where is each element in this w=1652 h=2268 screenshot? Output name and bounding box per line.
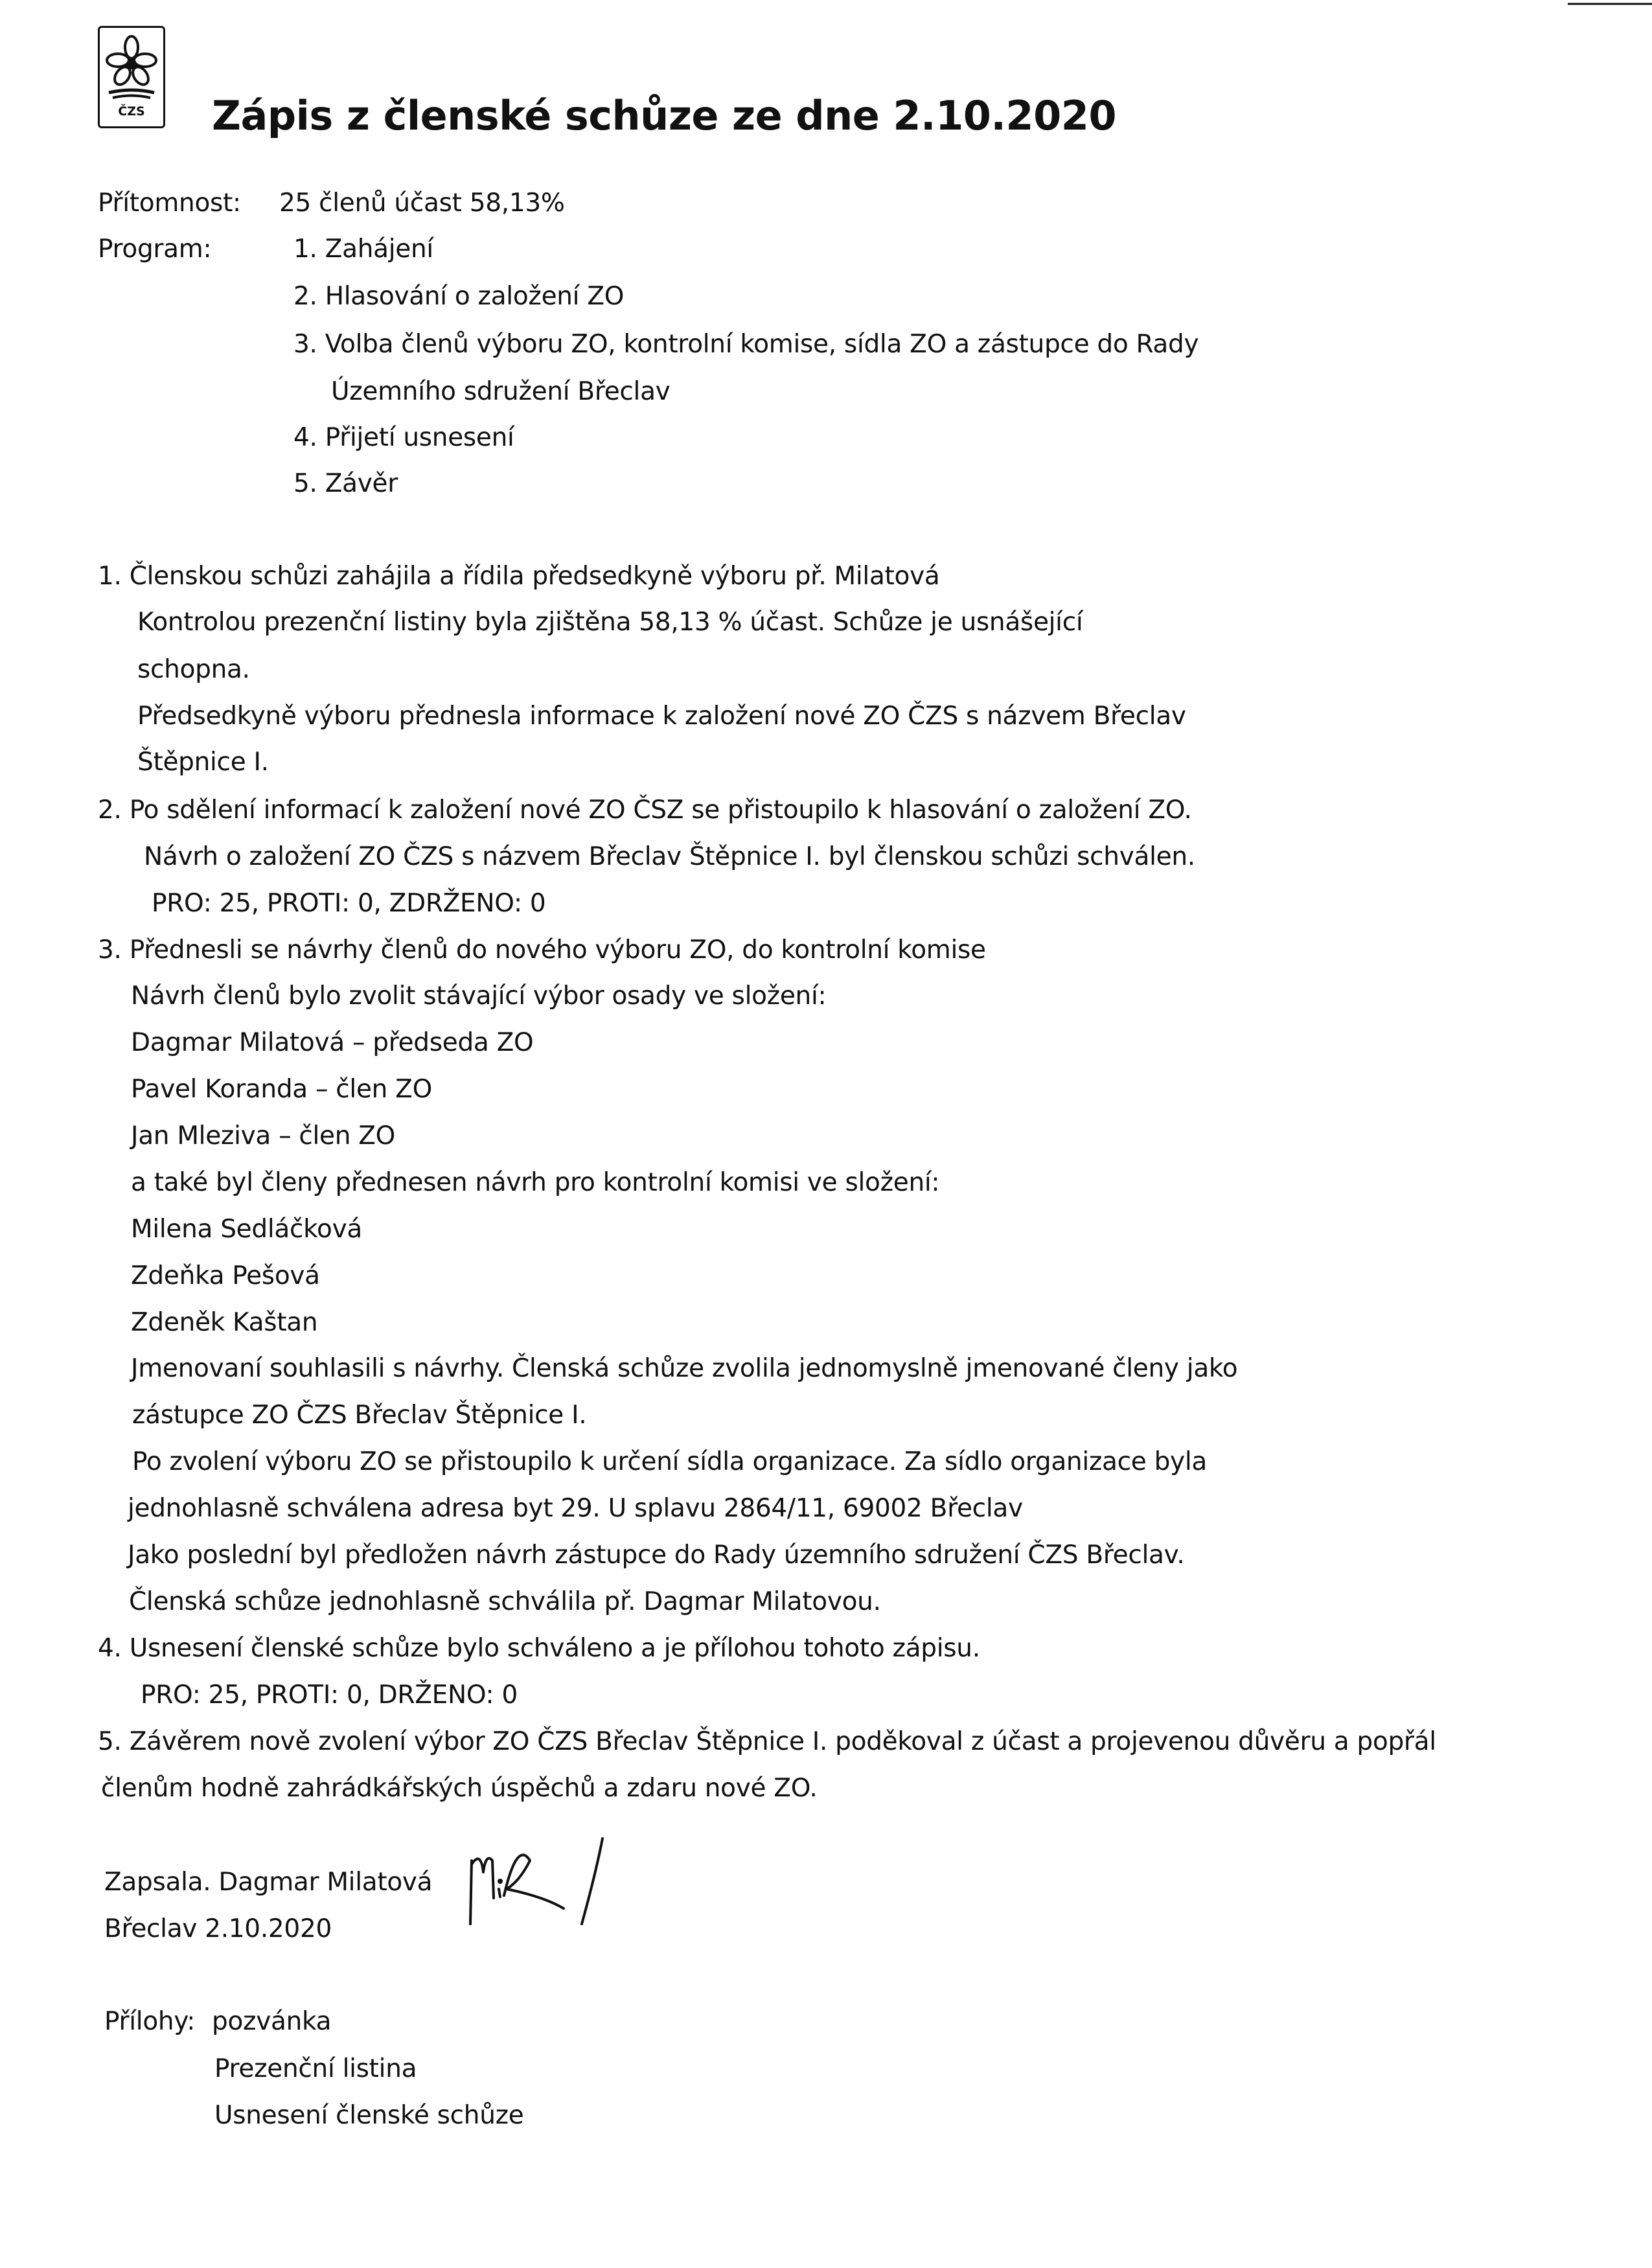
attachments-label: Přílohy: [104, 2007, 196, 2036]
text-line: schopna. [137, 655, 250, 684]
text-line: 1. Členskou schůzi zahájila a řídila předsedkyně výboru př. Milatová [98, 562, 940, 591]
text-line: Štěpnice I. [137, 748, 269, 777]
text-line: Předsedkyně výboru přednesla informace k založení nové ZO ČZS s názvem Břeclav [137, 702, 1186, 731]
text-line: Členská schůze jednohlasně schválila př. Dagmar Milatovou. [129, 1587, 881, 1616]
text-line: Návrh členů bylo zvolit stávající výbor osady ve složení: [131, 981, 827, 1011]
text-line: jednohlasně schválena adresa byt 29. U splavu 2864/11, 69002 Břeclav [128, 1494, 1023, 1523]
program-item: 1. Zahájení [293, 235, 433, 264]
member-name: Zdeněk Kaštan [131, 1308, 318, 1337]
place-date: Břeclav 2.10.2020 [104, 1914, 332, 1943]
recorded-by: Zapsala. Dagmar Milatová [104, 1868, 433, 1897]
attachment-item: Usnesení členské schůze [214, 2101, 524, 2130]
program-item: 4. Přijetí usnesení [293, 423, 514, 452]
program-item: 3. Volba členů výboru ZO, kontrolní komise, sídla ZO a zástupce do Rady [293, 330, 1199, 359]
vote-result: PRO: 25, PROTI: 0, ZDRŽENO: 0 [152, 889, 546, 918]
program-item: Územního sdružení Břeclav [331, 377, 671, 406]
program-item: 2. Hlasování o založení ZO [293, 282, 625, 311]
text-line: Návrh o založení ZO ČZS s názvem Břeclav Štěpnice I. byl členskou schůzi schválen. [144, 842, 1195, 871]
program-item: 5. Závěr [293, 469, 398, 498]
text-line: 4. Usnesení členské schůze bylo schváleno a je přílohou tohoto zápisu. [98, 1634, 980, 1663]
text-line: Jako poslední byl předložen návrh zástupce do Rady územního sdružení ČZS Břeclav. [128, 1541, 1185, 1570]
member-name: Dagmar Milatová – předseda ZO [131, 1028, 534, 1057]
vote-result: PRO: 25, PROTI: 0, DRŽENO: 0 [141, 1680, 518, 1710]
text-line: členům hodně zahrádkářských úspěchů a zdaru nové ZO. [101, 1774, 818, 1803]
document-title: Zápis z členské schůze ze dne 2.10.2020 [212, 92, 1116, 139]
attendance-label: Přítomnost: [98, 189, 241, 218]
text-line: 3. Přednesli se návrhy členů do nového výboru ZO, do kontrolní komise [98, 935, 986, 965]
text-line: 2. Po sdělení informací k založení nové ZO ČSZ se přistoupilo k hlasování o založení ZO. [98, 796, 1192, 825]
text-line: a také byl členy přednesen návrh pro kontrolní komisi ve složení: [131, 1168, 940, 1197]
scan-edge-mark [1568, 0, 1652, 8]
attachment-item: Prezenční listina [214, 2054, 417, 2083]
text-line: Kontrolou prezenční listiny byla zjištěna 58,13 % účast. Schůze je usnášející [137, 608, 1083, 637]
member-name: Milena Sedláčková [131, 1215, 362, 1244]
text-line: Po zvolení výboru ZO se přistoupilo k určení sídla organizace. Za sídlo organizace byla [132, 1447, 1207, 1476]
logo-text: ČZS [118, 104, 145, 119]
attachment-item: pozvánka [212, 2007, 332, 2036]
member-name: Pavel Koranda – člen ZO [131, 1075, 432, 1104]
text-line: zástupce ZO ČZS Břeclav Štěpnice I. [132, 1401, 587, 1430]
text-line: Jmenovaní souhlasili s návrhy. Členská schůze zvolila jednomyslně jmenované členy jako [131, 1354, 1238, 1383]
member-name: Jan Mleziva – člen ZO [131, 1121, 396, 1151]
attendance-value: 25 členů účast 58,13% [279, 189, 565, 218]
czs-logo [98, 26, 165, 128]
text-line: 5. Závěrem nově zvolení výbor ZO ČZS Břeclav Štěpnice I. poděkoval z účast a projevenou důvěru a popřál [98, 1727, 1436, 1756]
program-label: Program: [98, 235, 212, 264]
handwritten-signature [466, 1827, 622, 1956]
member-name: Zdeňka Pešová [131, 1261, 320, 1290]
